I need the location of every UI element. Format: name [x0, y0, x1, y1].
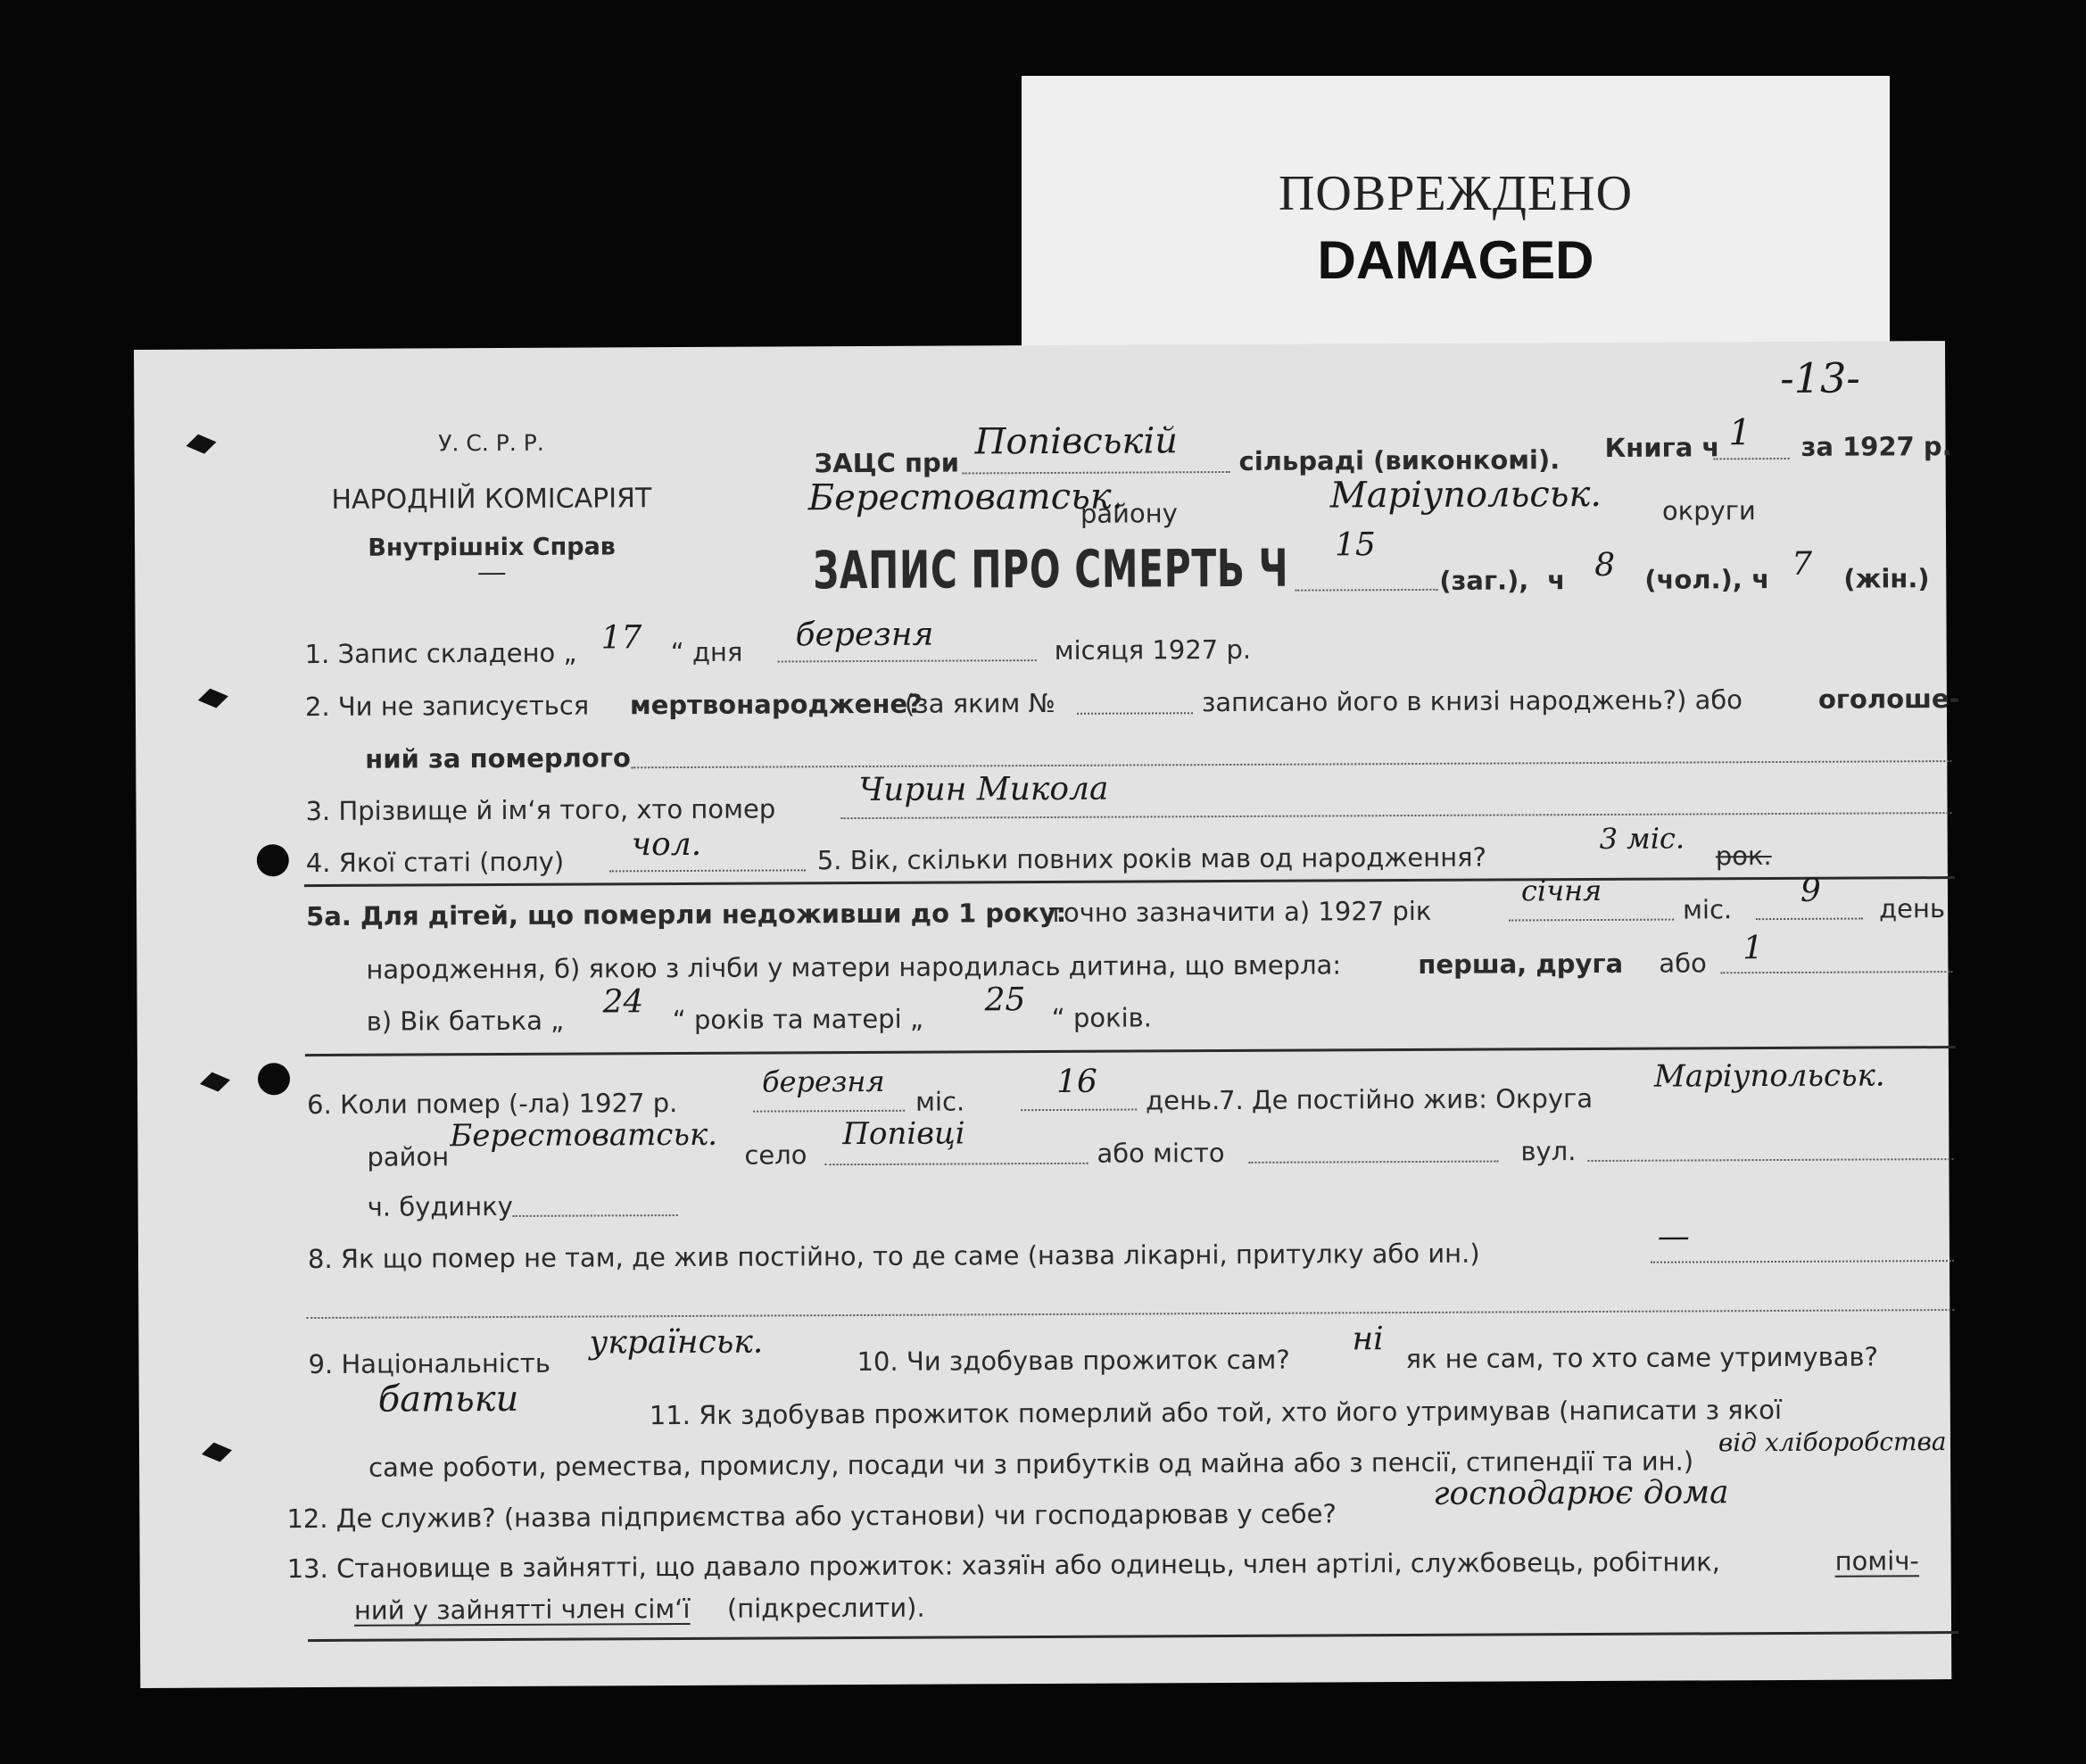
male-prefix: ч: [1547, 565, 1566, 596]
field2-announcement-line: [631, 760, 1951, 768]
field8-line-2: [306, 1309, 1954, 1319]
field7-selo-label: село: [744, 1139, 807, 1171]
okrug-value: Маріупольськ.: [1329, 473, 1602, 517]
field5a-order-value: 1: [1742, 930, 1764, 967]
punch-tear-mark: [200, 1072, 230, 1091]
field1-prefix: 1. Запис складено „: [304, 637, 577, 670]
field10-value: ні: [1352, 1321, 1384, 1358]
field11-a: 11. Як здобував прожиток померлий або той, хто його утримував (написати з якої: [649, 1394, 1783, 1431]
field2-number-line: [1077, 712, 1193, 715]
section-divider-1: [304, 876, 1955, 887]
male-count-value: 8: [1594, 546, 1616, 584]
field11-value: від хліборобства: [1718, 1427, 1947, 1458]
field13-b: поміч-: [1834, 1545, 1919, 1577]
field6-day-line: [1021, 1109, 1137, 1112]
field1-suffix: місяця 1927 р.: [1054, 634, 1252, 666]
punch-hole: [258, 1063, 290, 1095]
female-count-value: 7: [1792, 545, 1813, 583]
field3-name-value: Чирин Микола: [858, 770, 1109, 809]
commissariat-header: НАРОДНІЙ КОМІСАРІЯТ: [331, 483, 652, 516]
field5a-f: в) Вік батька „: [366, 1005, 565, 1037]
field1-mid: “ дня: [670, 636, 743, 668]
field2-d: записано його в книзі народжень?) або: [1201, 684, 1743, 718]
field1-month-line: [778, 659, 1037, 662]
field2-stillborn: мертвонароджене?: [629, 688, 923, 721]
field1-day-value: 17: [600, 619, 642, 657]
punch-hole: [257, 844, 289, 876]
field5a-mis: міс.: [1683, 894, 1733, 925]
field8-line: [1651, 1260, 1954, 1263]
book-prefix: Книга ч: [1604, 432, 1720, 463]
female-label: (жін.): [1843, 563, 1930, 594]
field5a-den: день: [1879, 893, 1946, 924]
okrug-label: округи: [1661, 495, 1756, 526]
punch-tear-mark: [198, 688, 228, 708]
field7-house-label: ч. будинку: [367, 1190, 513, 1222]
label-damaged-ru: ПОВРЕЖДЕНО: [1278, 166, 1634, 221]
field7-selo-value: Попівці: [842, 1115, 965, 1153]
field2-f: ний за померлого: [365, 742, 631, 774]
male-label: (чол.),: [1644, 564, 1742, 595]
field6-mis: міс.: [915, 1086, 965, 1117]
field4-sex-value: чол.: [631, 825, 702, 864]
field13-c: ний у зайнятті член сім‘ї: [353, 1593, 691, 1626]
field7-misto-line: [1248, 1161, 1498, 1164]
zags-suffix: сільраді (виконкомі).: [1238, 444, 1560, 476]
field7-selo-line: [824, 1163, 1088, 1165]
female-prefix: ч: [1751, 564, 1770, 595]
field5a-d: перша, друга: [1418, 948, 1624, 980]
field5a-order-line: [1720, 971, 1952, 973]
field13-d: (підкреслити).: [726, 1592, 925, 1624]
damaged-label-card: [1022, 76, 1890, 360]
field2-e: оголоше-: [1817, 683, 1960, 715]
field7-vul-label: вул.: [1520, 1136, 1577, 1167]
header-divider: [478, 573, 505, 575]
field5a-father-age-value: 24: [602, 983, 644, 1021]
field4-sex-line: [609, 869, 806, 872]
death-record-form: [134, 341, 1960, 1688]
field8-label: 8. Як що помер не там, де жив постійно, то де саме (назва лікарні, притулку або ин.): [307, 1238, 1480, 1275]
total-number-line: [1295, 589, 1437, 592]
field9-label: 9. Національність: [308, 1347, 550, 1380]
field7-rayon-label: район: [367, 1141, 450, 1172]
field5-age-value: 3 міс.: [1599, 821, 1685, 856]
punch-tear-mark: [186, 435, 216, 454]
field6-month-line: [753, 1110, 905, 1113]
field3-name-line: [841, 812, 1952, 819]
label-damaged-en: DAMAGED: [1317, 230, 1594, 290]
book-number-line: [1714, 458, 1790, 460]
field2-c: (за яким №: [904, 687, 1055, 719]
field12-value: господарює дома: [1433, 1474, 1729, 1512]
field5-label: 5. Вік, скільки повних років мав од народження?: [816, 841, 1487, 876]
field7-misto-label: або місто: [1097, 1138, 1225, 1169]
zags-village-line: [963, 471, 1230, 474]
field11-b: саме роботи, ремества, промислу, посади чи з прибутків од майна або з пенсії, стипендії та ин.): [368, 1445, 1694, 1483]
field10-b: як не сам, то хто саме утримував?: [1405, 1341, 1879, 1375]
section-divider-3: [308, 1631, 1958, 1642]
page-number: -13-: [1780, 353, 1860, 402]
field13-a: 13. Становище в зайнятті, що давало прожиток: хазяїн або одинець, член артілі, службовець, робітник,: [286, 1546, 1721, 1585]
field7-house-line: [513, 1214, 678, 1217]
field7-rayon-value: Берестоватськ.: [450, 1116, 718, 1155]
field6-label: 6. Коли помер (-ла) 1927 р.: [307, 1088, 678, 1121]
field5a-heading: 5а. Для дітей, що померли недоживши до 1 року:: [306, 897, 1067, 932]
district-label: району: [1080, 498, 1178, 529]
field5a-mother-age-value: 25: [984, 981, 1026, 1019]
field10-supporter-value: батьки: [377, 1378, 519, 1420]
field9-nationality-value: українськ.: [589, 1323, 764, 1362]
district-value: Берестоватськ.: [807, 476, 1123, 519]
book-year: за 1927 р.: [1800, 431, 1952, 462]
field10-label: 10. Чи здобував прожиток сам?: [857, 1344, 1290, 1378]
field5a-g: “ років та матері „: [672, 1003, 924, 1036]
book-number-value: 1: [1728, 412, 1752, 454]
punch-tear-mark: [202, 1442, 232, 1462]
field6-month-value: березня: [761, 1064, 885, 1099]
record-title: ЗАПИС ПРО СМЕРТЬ Ч: [813, 537, 1289, 601]
field4-label: 4. Якої статі (полу): [305, 846, 565, 879]
field12-label: 12. Де служив? (назва підприємства або установи) чи господарював у себе?: [286, 1498, 1337, 1535]
republic-header: У. С. Р. Р.: [438, 429, 544, 457]
field5a-birth-day-line: [1756, 918, 1863, 921]
zags-prefix: ЗАЦС при: [814, 447, 960, 479]
field6-day-value: 16: [1055, 1063, 1097, 1100]
section-divider-2: [305, 1046, 1956, 1056]
field3-label: 3. Прізвище й ім‘я того, хто помер: [305, 793, 776, 827]
total-number-value: 15: [1334, 526, 1376, 564]
field5a-c: народження, б) якою з лічби у матери народилась дитина, що вмерла:: [366, 949, 1342, 985]
field5a-birth-day-value: 9: [1800, 872, 1821, 909]
field1-month-value: березня: [795, 616, 934, 654]
department-header: Внутрішніх Справ: [368, 533, 616, 562]
field7-vul-line: [1587, 1158, 1953, 1162]
field8-value: —: [1657, 1218, 1690, 1255]
zags-village-value: Попівській: [974, 420, 1179, 463]
field2-a: 2. Чи не записується: [304, 690, 590, 723]
total-label: (заг.),: [1439, 565, 1529, 596]
field5a-h: “ років.: [1051, 1002, 1153, 1033]
field5a-e: або: [1659, 948, 1707, 979]
field7-okrug-value: Маріупольськ.: [1653, 1057, 1885, 1095]
field5-unit: рок.: [1715, 841, 1772, 872]
field5a-birth-month-value: січня: [1520, 873, 1602, 908]
field7-label: 7. Де постійно жив: Округа: [1219, 1083, 1593, 1116]
field6-den: день.: [1146, 1085, 1221, 1116]
field5a-b: точно зазначити а) 1927 рік: [1048, 895, 1432, 928]
field5a-birth-month-line: [1509, 919, 1674, 922]
